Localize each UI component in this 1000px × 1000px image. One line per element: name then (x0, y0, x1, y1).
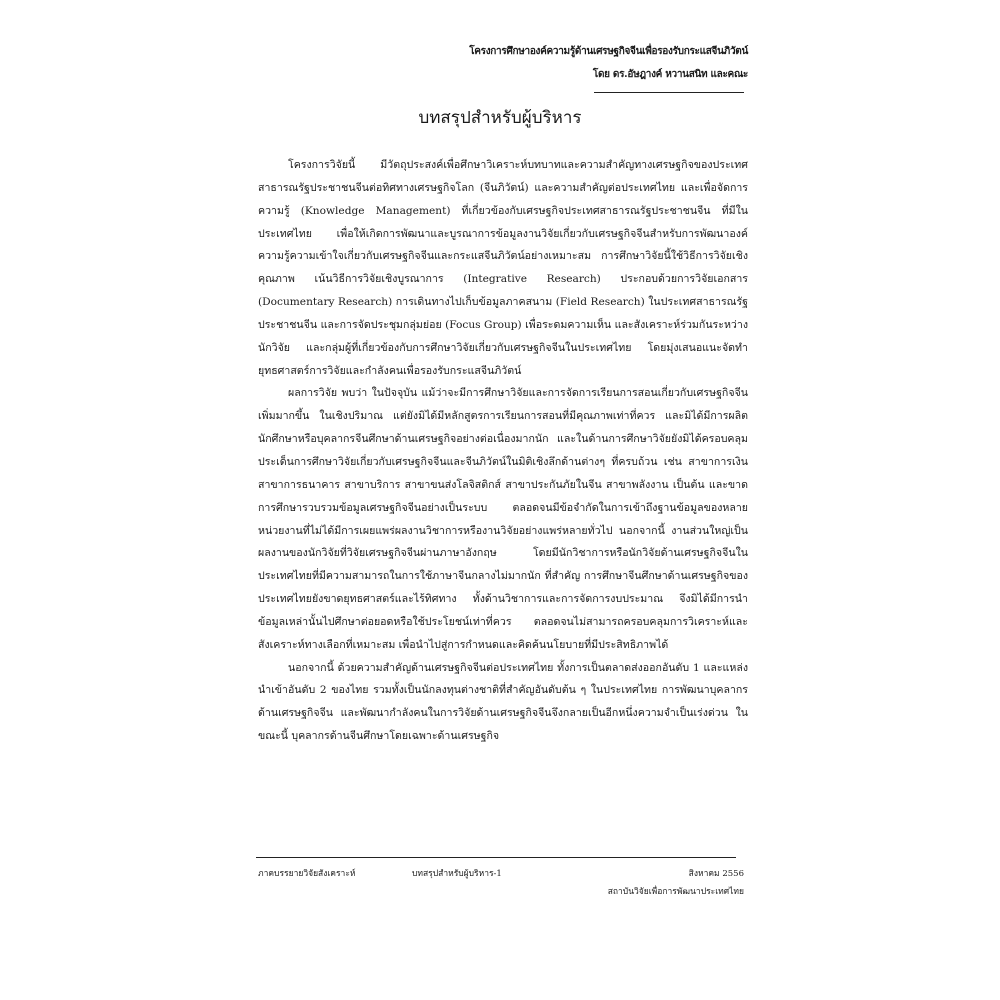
paragraph: นอกจากนี้ ด้วยความสำคัญด้านเศรษฐกิจจีนต่อประเทศไทย ทั้งการเป็นตลาดส่งออกอันดับ 1 และแหล่งนำเข้าอันดับ 2 ของไทย รวมทั้งเป็นนักลงทุนต่างชาติที่สำคัญอันดับต้น ๆ ในประเทศไทย การพัฒนาบุคลากรด้านเศรษฐกิจจีน และพัฒนากำลังคนในการวิจัยด้านเศรษฐกิจจีนจึงกลายเป็นอีกหนึ่งความจำเป็นเร่งด่วน ในขณะนี้ บุคลากรด้านจีนศึกษาโดยเฉพาะด้านเศรษฐกิจ (258, 661, 748, 743)
body-text (258, 154, 748, 748)
footer-rule (256, 857, 736, 858)
footer-page-label: บทสรุปสำหรับผู้บริหาร-1 (412, 869, 502, 879)
paragraph: โครงการวิจัยนี้ มีวัตถุประสงค์เพื่อศึกษาวิเคราะห์บทบาทและความสำคัญทางเศรษฐกิจของประเทศสาธารณรัฐประชาชนจีนต่อทิศทางเศรษฐกิจโลก (จีนภิวัตน์) และความสำคัญต่อประเทศไทย และเพื่อจัดการความรู้ (Knowledge Management) ที่เกี่ยวข้องกับเศรษฐกิจประเทศสาธารณรัฐประชาชนจีน ที่มีในประเทศไทย เพื่อให้เกิดการพัฒนาและบูรณาการข้อมูลงานวิจัยเกี่ยวกับเศรษฐกิจจีนสำหรับการพัฒนาองค์ความรู้ความเข้าใจเกี่ยวกับเศรษฐกิจจีนและกระแสจีนภิวัตน์อย่างเหมาะสม การศึกษาวิจัยนี้ใช้วิธีการวิจัยเชิงคุณภาพ เน้นวิธีการวิจัยเชิงบูรณาการ (Integrative Research) ประกอบด้วยการวิจัยเอกสาร (Documentary Research) การเดินทางไปเก็บข้อมูลภาคสนาม (Field Research) ในประเทศสาธารณรัฐประชาชนจีน และการจัดประชุมกลุ่มย่อย (Focus Group) เพื่อระดมความเห็น และสังเคราะห์ร่วมกันระหว่างนักวิจัย และกลุ่มผู้ที่เกี่ยวข้องกับการศึกษาวิจัยเกี่ยวกับเศรษฐกิจจีนในประเทศไทย โดยมุ่งเสนอแนะจัดทำยุทธศาสตร์การวิจัยและกำลังคนเพื่อรองรับกระแสจีนภิวัตน์ (258, 159, 748, 377)
footer-date: สิงหาคม 2556 (688, 869, 744, 879)
footer-left-text: ภาคบรรยายวิจัยสังเคราะห์ (258, 869, 356, 879)
header-project-title: โครงการศึกษาองค์ความรู้ด้านเศรษฐกิจจีนเพื่อรองรับกระแสจีนภิวัตน์ (469, 46, 748, 57)
page-title: บทสรุปสำหรับผู้บริหาร (418, 108, 582, 128)
footer-institution: สถาบันวิจัยเพื่อการพัฒนาประเทศไทย (607, 887, 744, 897)
header-authors: โดย ดร.อัษฎางค์ หวานสนิท และคณะ (592, 69, 748, 80)
header-rule (594, 92, 744, 93)
paragraph: ผลการวิจัย พบว่า ในปัจจุบัน แม้ว่าจะมีการศึกษาวิจัยและการจัดการเรียนการสอนเกี่ยวกับเศรษฐกิจจีนเพิ่มมากขึ้น ในเชิงปริมาณ แต่ยังมิได้มีหลักสูตรการเรียนการสอนที่มีคุณภาพเท่าที่ควร และมิได้มีการผลิตนักศึกษาหรือบุคลากรจีนศึกษาด้านเศรษฐกิจอย่างต่อเนื่องมากนัก และในด้านการศึกษาวิจัยยังมิได้ครอบคลุมประเด็นการศึกษาวิจัยเกี่ยวกับเศรษฐกิจจีนและจีนภิวัตน์ในมิติเชิงลึกด้านต่างๆ ที่ครบถ้วน เช่น สาขาการเงิน สาขาการธนาคาร สาขาบริการ สาขาขนส่งโลจิสติกส์ สาขาประกันภัยในจีน สาขาพลังงาน เป็นต้น และขาดการศึกษารวบรวมข้อมูลเศรษฐกิจจีนอย่างเป็นระบบ ตลอดจนมีข้อจำกัดในการเข้าถึงฐานข้อมูลของหลายหน่วยงานที่ไม่ได้มีการเผยแพร่ผลงานวิชาการหรืองานวิจัยอย่างแพร่หลายทั่วไป นอกจากนี้ งานส่วนใหญ่เป็นผลงานของนักวิจัยที่วิจัยเศรษฐกิจจีนผ่านภาษาอังกฤษ โดยมีนักวิชาการหรือนักวิจัยด้านเศรษฐกิจจีนในประเทศไทยที่มีความสามารถในการใช้ภาษาจีนกลางไม่มากนัก ที่สำคัญ การศึกษาจีนศึกษาด้านเศรษฐกิจของประเทศไทยยังขาดยุทธศาสตร์และไร้ทิศทาง ทั้งด้านวิชาการและการจัดการงบประมาณ จึงมิได้มีการนำข้อมูลเหล่านั้นไปศึกษาต่อยอดหรือใช้ประโยชน์เท่าที่ควร ตลอดจนไม่สามารถครอบคลุมการวิเคราะห์และสังเคราะห์ทางเลือกที่เหมาะสม เพื่อนำไปสู่การกำหนดและคิดค้นนโยบายที่มีประสิทธิภาพได้ (258, 387, 748, 651)
